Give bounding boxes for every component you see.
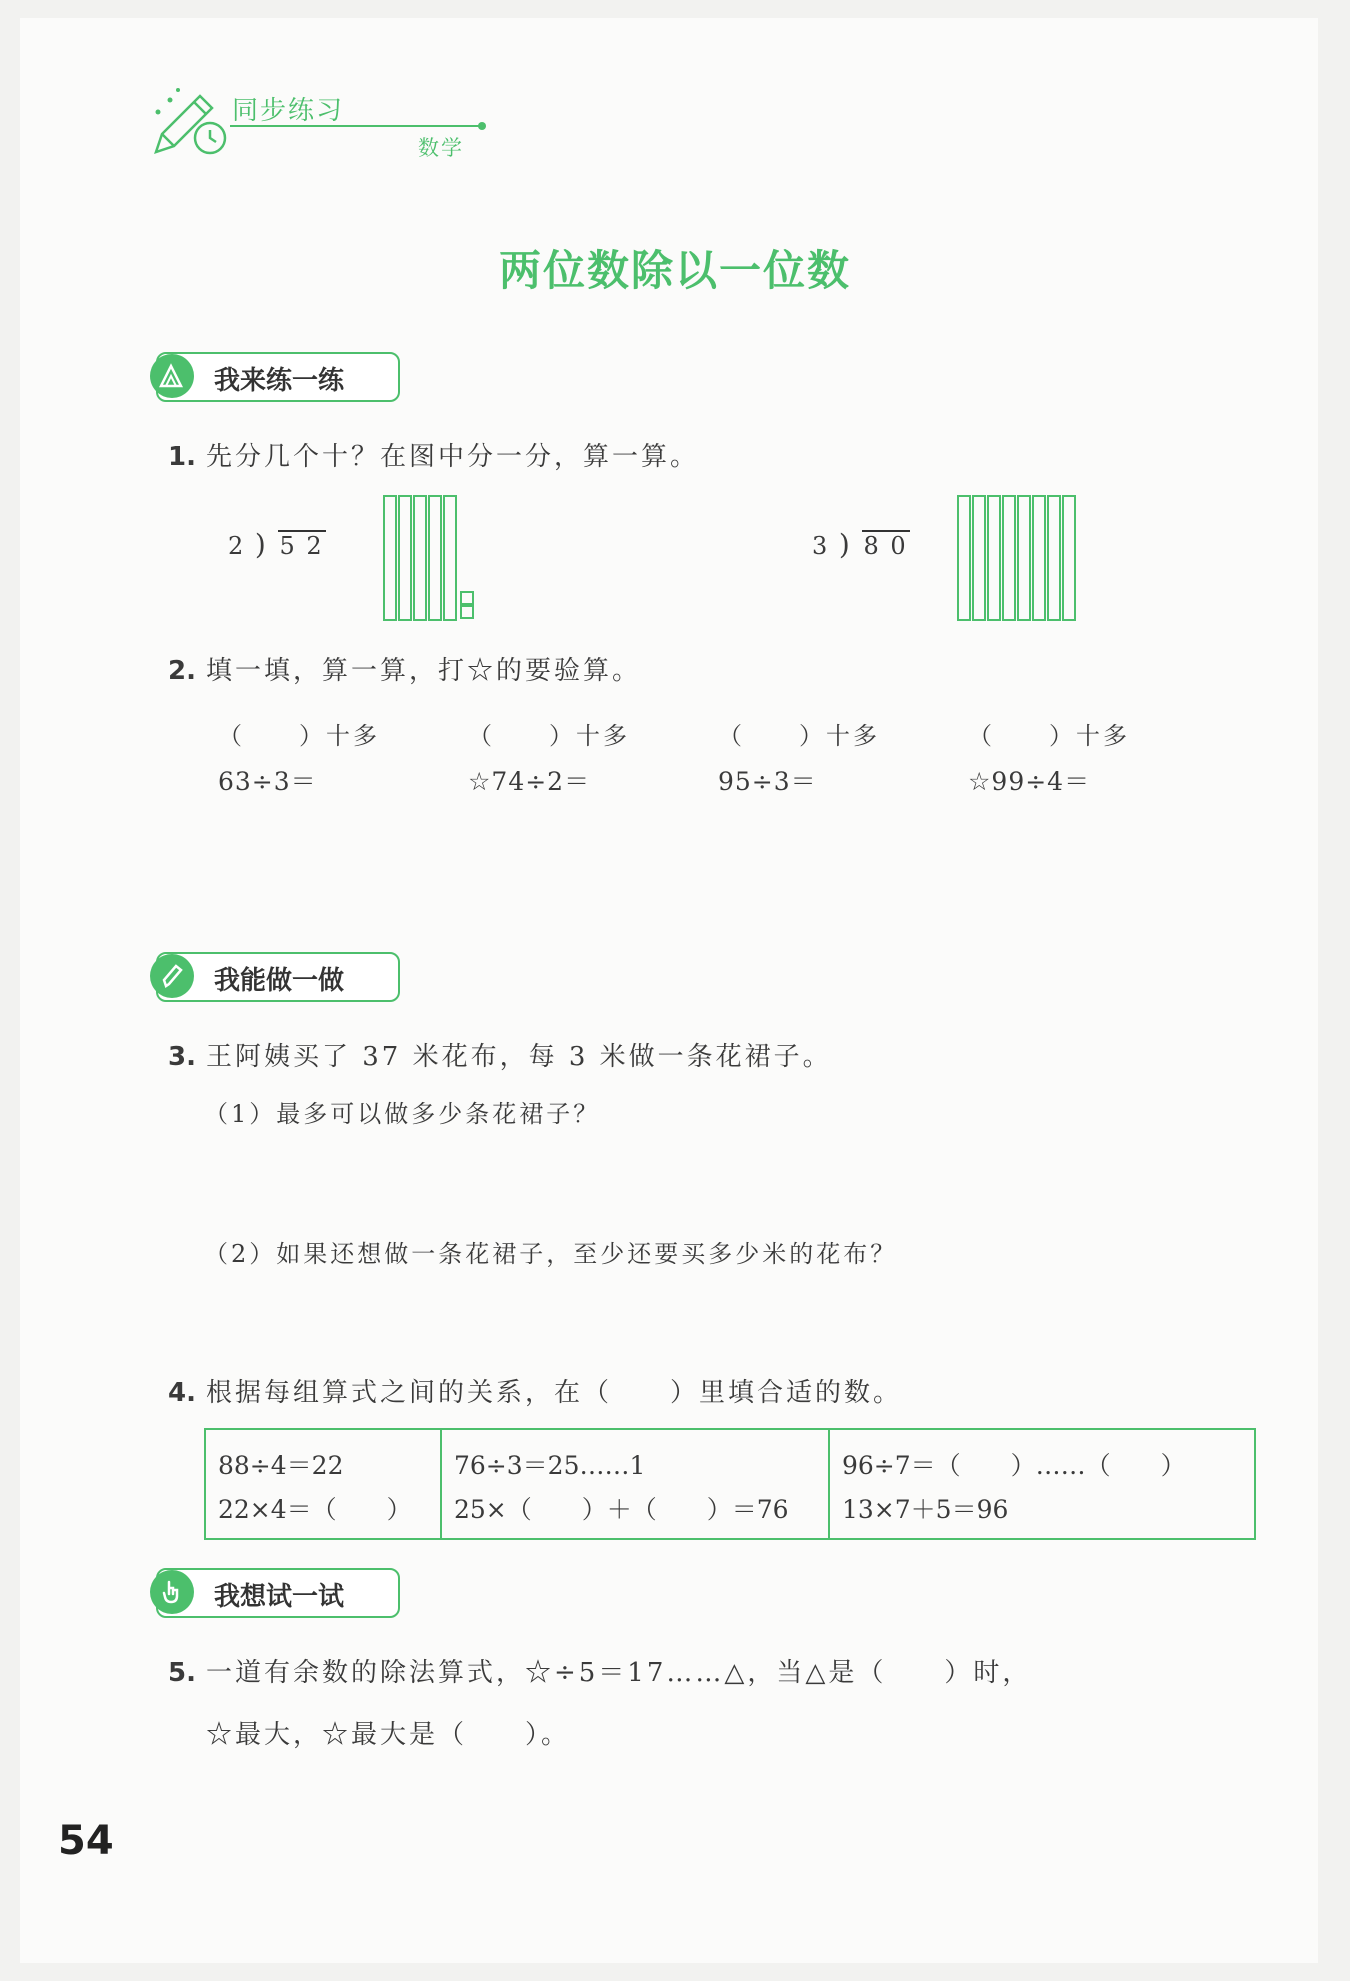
q4-cell-2-line2: 25×（ ）＋（ ）＝76 <box>454 1495 789 1524</box>
q4-cell-1-line1: 88÷4＝22 <box>218 1451 344 1480</box>
q4-cell-1-line2: 22×4＝（ ） <box>218 1495 412 1524</box>
q4-text <box>168 1372 902 1409</box>
division-b: 3 ) 8 0 <box>812 528 908 561</box>
section-practice-badge <box>150 352 398 402</box>
q2-expr-2: ☆74÷2＝ <box>468 767 591 796</box>
q2-expr-3: 95÷3＝ <box>718 767 817 796</box>
q5-line1: 一道有余数的除法算式，☆÷5＝17……△，当△是（ ）时， <box>205 1658 1032 1688</box>
subject-label: 数学 <box>418 136 464 160</box>
ones-cube <box>461 592 473 604</box>
q2-expr-4: ☆99÷4＝ <box>968 767 1091 796</box>
hand-pointer-icon <box>150 1570 194 1614</box>
division-a: 2 ) 5 2 <box>228 528 324 561</box>
q1-number: 1. <box>168 442 196 472</box>
q2-text <box>168 650 641 687</box>
q4-number: 4. <box>168 1378 196 1408</box>
ruler-compass-icon <box>150 354 194 398</box>
tens-stick <box>988 496 1000 620</box>
q5-line1-wrap <box>168 1652 1031 1689</box>
tens-sticks-b <box>956 494 1106 624</box>
tens-stick <box>399 496 411 620</box>
section-try-badge <box>150 1568 398 1618</box>
tens-stick <box>444 496 456 620</box>
division-a-divisor: 2 <box>228 532 246 560</box>
q2-number: 2. <box>168 656 196 686</box>
tens-stick <box>414 496 426 620</box>
section-try-label: 我想试一试 <box>214 1582 345 1612</box>
q4-table <box>204 1428 1256 1540</box>
q3-sub2: （2）如果还想做一条花裙子，至少还要买多少米的花布？ <box>204 1240 898 1268</box>
q2-hint-1: （ ）十多 <box>218 722 380 750</box>
q4-cell-3-line1: 96÷7＝（ ）……（ ） <box>842 1451 1186 1480</box>
tens-stick <box>1063 496 1075 620</box>
q4-cell-3-line2: 13×7＋5＝96 <box>842 1495 1009 1524</box>
q5-number: 5. <box>168 1658 196 1688</box>
q2-hint-2: （ ）十多 <box>468 722 630 750</box>
tens-stick <box>384 496 396 620</box>
section-practice-label: 我来练一练 <box>214 366 345 396</box>
ones-cube <box>461 606 473 618</box>
q5-line2: ☆最大，☆最大是（ ）。 <box>206 1720 571 1750</box>
series-title: 同步练习 <box>232 96 345 126</box>
tens-stick <box>973 496 985 620</box>
q3-sub1: （1）最多可以做多少条花裙子？ <box>204 1100 601 1128</box>
division-a-dividend: 5 2 <box>279 532 324 560</box>
pencil-icon <box>150 954 194 998</box>
tens-stick <box>1033 496 1045 620</box>
tens-sticks-a <box>382 494 502 624</box>
q4-cell-3 <box>828 1430 1254 1538</box>
section-do-badge <box>150 952 398 1002</box>
q3-text <box>168 1036 832 1073</box>
q2-hint-3: （ ）十多 <box>718 722 880 750</box>
tens-stick <box>1018 496 1030 620</box>
tens-stick <box>429 496 441 620</box>
page-number: 54 <box>58 1818 114 1864</box>
q4-prompt: 根据每组算式之间的关系，在（ ）里填合适的数。 <box>205 1378 902 1408</box>
division-b-dividend: 8 0 <box>863 532 908 560</box>
division-b-divisor: 3 <box>812 532 830 560</box>
q4-cell-2-line1: 76÷3＝25……1 <box>454 1451 646 1480</box>
q2-prompt: 填一填，算一算，打☆的要验算。 <box>205 656 641 686</box>
lesson-title: 两位数除以一位数 <box>498 246 851 295</box>
q3-number: 3. <box>168 1042 196 1072</box>
q2-expr-1: 63÷3＝ <box>218 767 317 796</box>
tens-stick <box>958 496 970 620</box>
q4-cell-1 <box>204 1430 438 1538</box>
q3-prompt: 王阿姨买了 37 米花布，每 3 米做一条花裙子。 <box>205 1042 832 1072</box>
tens-stick <box>1048 496 1060 620</box>
q1-text <box>168 436 699 473</box>
q4-cell-2 <box>440 1430 828 1538</box>
q1-prompt: 先分几个十？在图中分一分，算一算。 <box>205 442 699 472</box>
section-do-label: 我能做一做 <box>214 966 345 996</box>
q2-hint-4: （ ）十多 <box>968 722 1130 750</box>
tens-stick <box>1003 496 1015 620</box>
